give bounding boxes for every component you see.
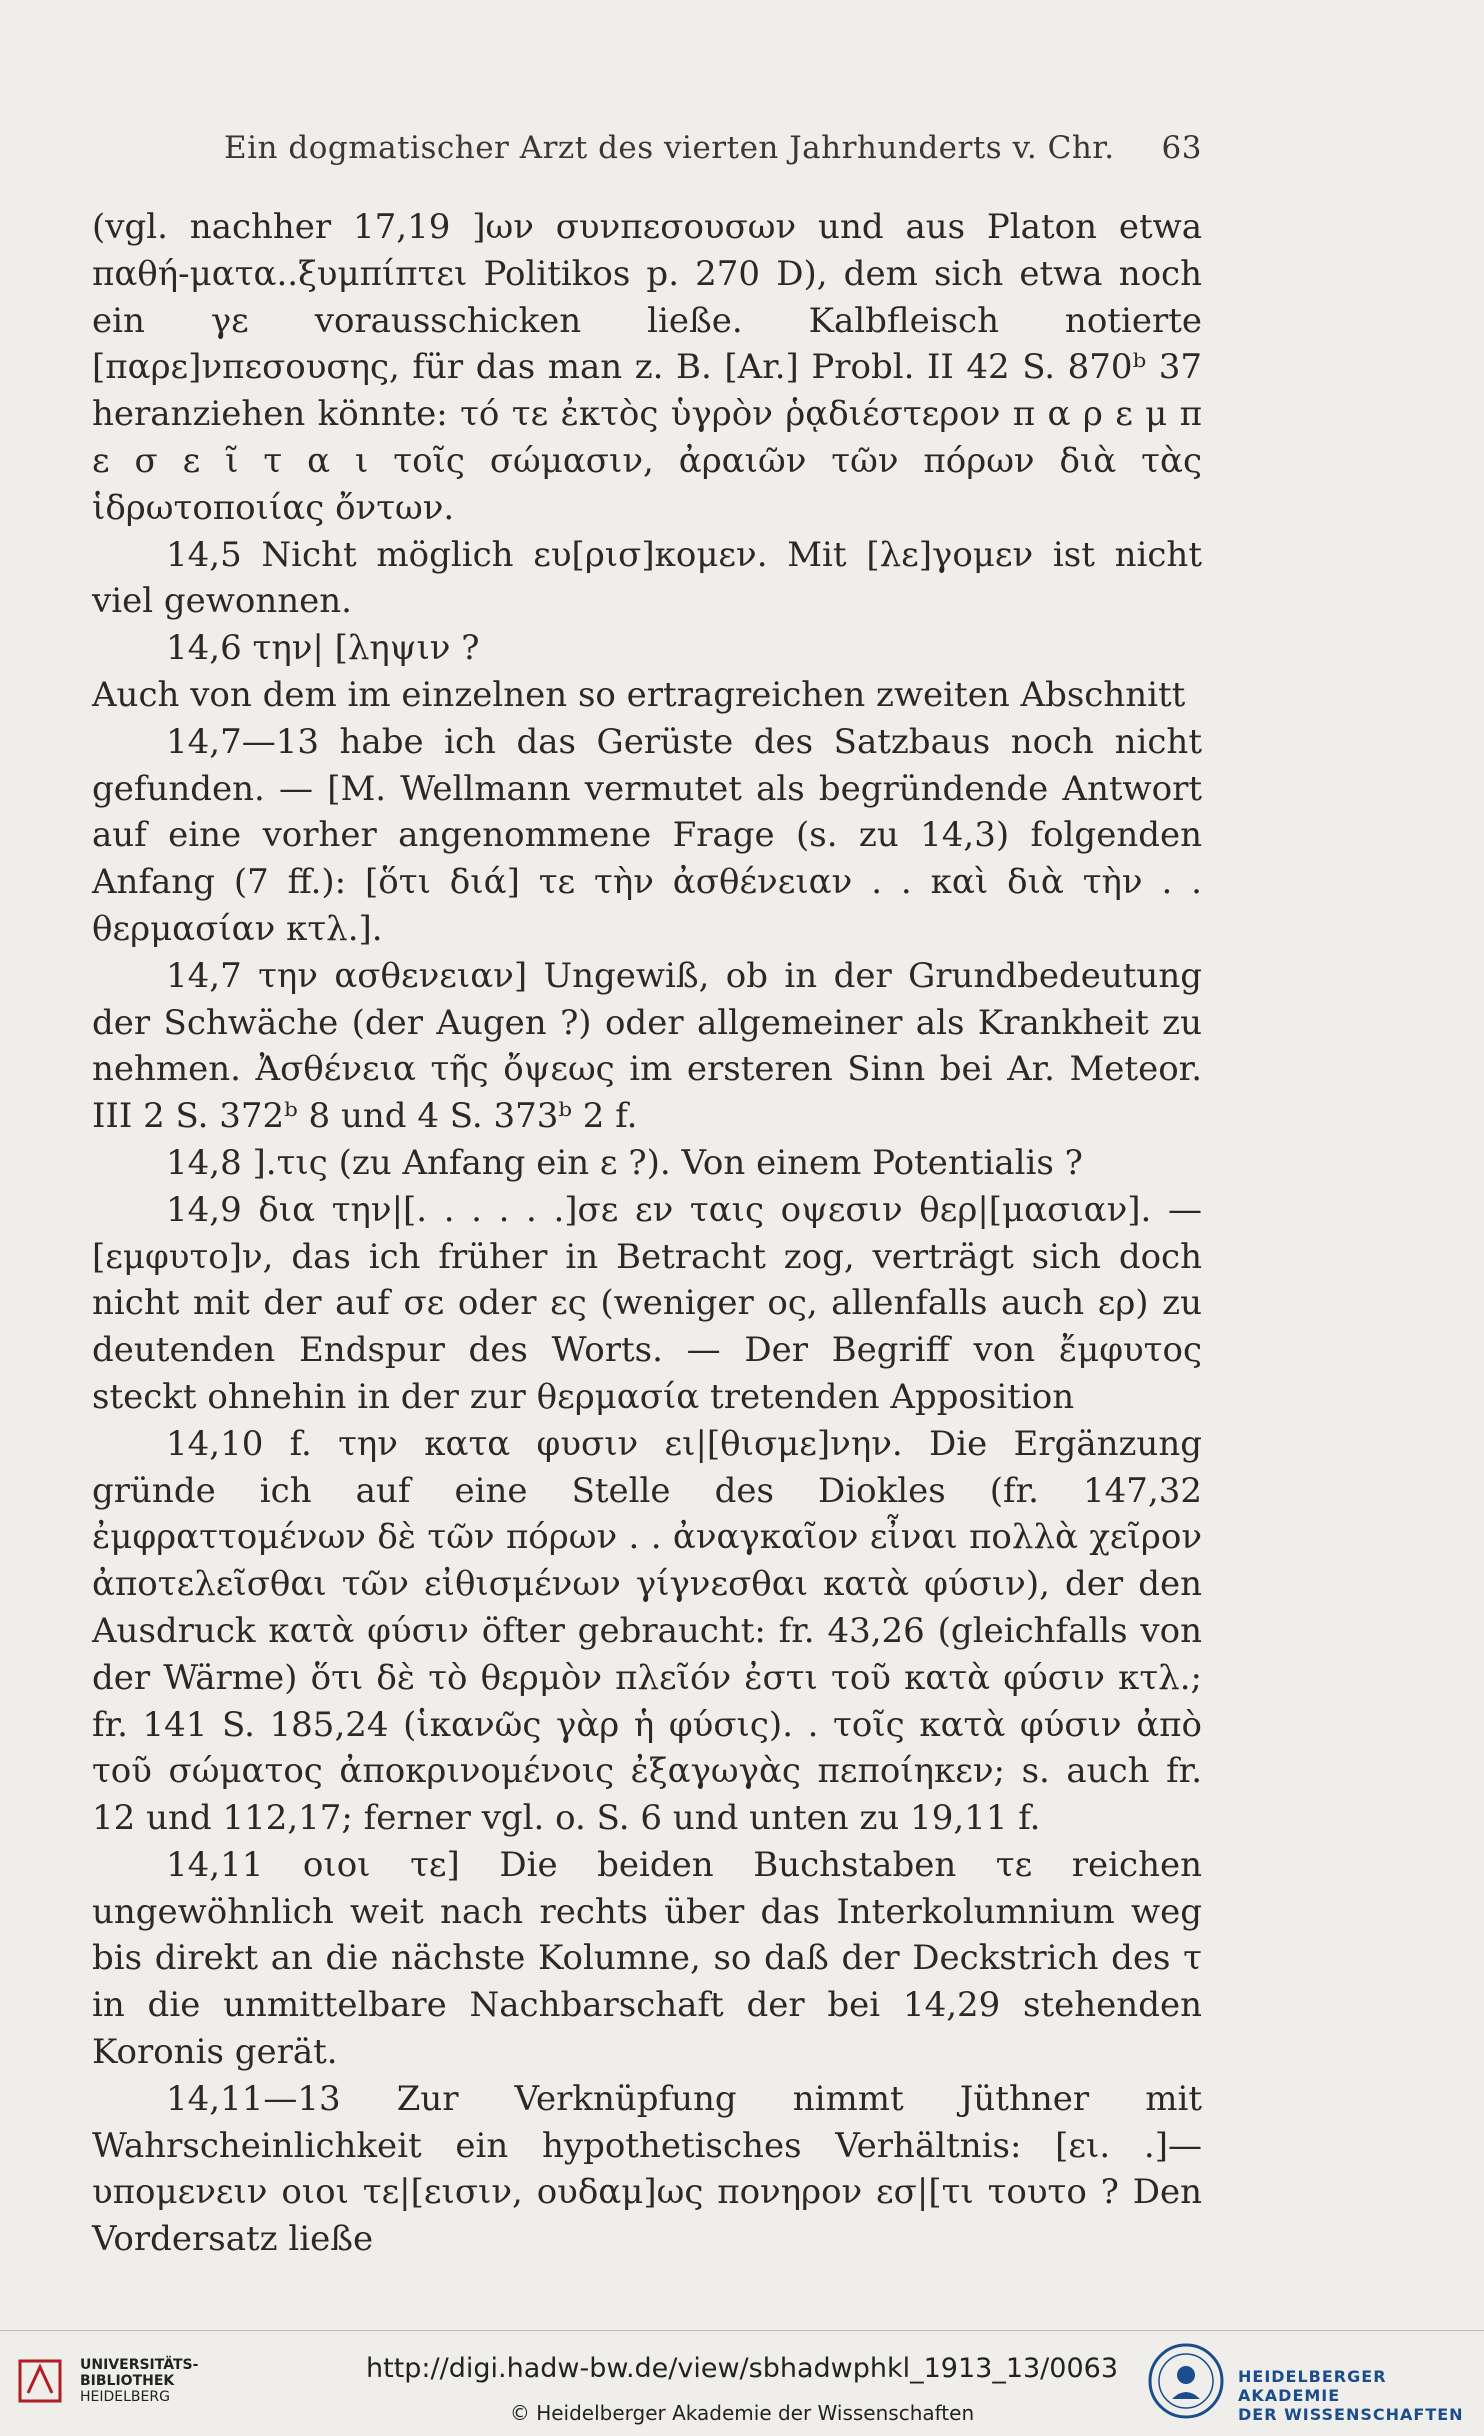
running-header [224, 130, 1202, 166]
academy-seal-icon [1146, 2341, 1226, 2421]
paragraph: 14,8 ].τις (zu Anfang ein ε ?). Von einem Potentialis ? [166, 1142, 1083, 1183]
academy-name [1238, 2367, 1484, 2424]
paragraph: Auch von dem im einzelnen so ertragreichen zweiten Abschnitt [92, 674, 1186, 715]
ub-line-3: HEIDELBERG [80, 2389, 170, 2405]
paragraph: 14,7—13 habe ich das Gerüste des Satzbaus noch nicht gefunden. — [M. Wellmann vermutet als begründende Antwort auf eine vorher angenommene Frage (s. zu 14,3) folgenden Anfang (7 ff.): [ὅτι διά] τε τὴν ἀσθένειαν . . καὶ διὰ τὴν . . θερμασίαν κτλ.]. [92, 721, 1202, 949]
paragraph: 14,11—13 Zur Verknüpfung nimmt Jüthner mit Wahrscheinlichkeit ein hypothetisches Verhältnis: [ει. .]—υπομενειν οιοι τε|[εισιν, ουδαμ]ως πονηρον εσ|[τι τουτο ? Den Vordersatz ließe [92, 2078, 1202, 2260]
paragraph: 14,5 Nicht möglich ευ[ρισ]κομεν. Mit [λε]γομεν ist nicht viel gewonnen. [92, 534, 1202, 622]
page-number: 63 [1161, 130, 1202, 166]
permalink-url[interactable]: http://digi.hadw-bw.de/view/sbhadwphkl_1913_13/0063 [366, 2353, 1118, 2384]
hak-line-1: HEIDELBERGER AKADEMIE [1238, 2367, 1387, 2405]
paragraph: 14,6 την| [ληψιν ? [166, 628, 480, 669]
hak-line-2: DER WISSENSCHAFTEN [1238, 2405, 1464, 2424]
copyright-notice: © Heidelberger Akademie der Wissenschaften [509, 2401, 975, 2425]
page [92, 130, 1202, 2263]
ub-line-2: BIBLIOTHEK [80, 2373, 175, 2389]
body-text [92, 204, 1202, 2263]
paragraph: 14,9 δια την|[. . . . . .]σε εν ταις οψεσιν θερ|[μασιαν]. — [εμφυτο]ν, das ich früher in Betracht zog, verträgt sich doch nicht mit der auf σε oder ες (weniger ος, allenfalls auch ερ) zu deutenden Endspur des Worts. — Der Begriff von ἔμφυτος steckt ohnehin in der zur θερμασία tretenden Apposition [92, 1189, 1202, 1417]
paragraph: 14,7 την ασθενειαν] Ungewiß, ob in der Grundbedeutung der Schwäche (der Augen ?) oder allgemeiner als Krankheit zu nehmen. Ἀσθένεια τῆς ὄψεως im ersteren Sinn bei Ar. Meteor. III 2 S. 372ᵇ 8 und 4 S. 373ᵇ 2 f. [92, 955, 1202, 1137]
footer [0, 2330, 1484, 2436]
paragraph: (vgl. nachher 17,19 ]ων συνπεσουσων und aus Platon etwa παθή-ματα..ξυμπίπτει Politikos p. 270 D), dem sich etwa noch ein γε vorausschicken ließe. Kalbfleisch notierte [παρε]νπεσουσης, für das man z. B. [Ar.] Probl. II 42 S. 870ᵇ 37 heranziehen könnte: τό τε ἐκτὸς ὑγρὸν ῥᾳδιέστερον π α ρ ε μ π ε σ ε ῖ τ α ι τοῖς σώμασιν, ἀραιῶν τῶν πόρων διὰ τὰς ἱδρωτοποιίας ὄντων. [92, 207, 1202, 528]
paragraph: 14,11 οιοι τε] Die beiden Buchstaben τε reichen ungewöhnlich weit nach rechts über das Interkolumnium weg bis direkt an die nächste Kolumne, so daß der Deckstrich des τ in die unmittelbare Nachbarschaft der bei 14,29 stehenden Koronis gerät. [92, 1844, 1202, 2073]
running-title: Ein dogmatischer Arzt des vierten Jahrhunderts v. Chr. [224, 130, 1115, 166]
ub-line-1: UNIVERSITÄTS- [80, 2357, 199, 2373]
paragraph: 14,10 f. την κατα φυσιν ει|[θισμε]νην. Die Ergänzung gründe ich auf eine Stelle des Diokles (fr. 147,32 ἐμφραττομένων δὲ τῶν πόρων . . ἀναγκαῖον εἶναι πολλὰ χεῖρον ἀποτελεῖσθαι τῶν εἰθισμένων γίγνεσθαι κατὰ φύσιν), der den Ausdruck κατὰ φύσιν öfter gebraucht: fr. 43,26 (gleichfalls von der Wärme) ὅτι δὲ τὸ θερμὸν πλεῖόν ἐστι τοῦ κατὰ φύσιν κτλ.; fr. 141 S. 185,24 (ἱκανῶς γὰρ ἡ φύσις). . τοῖς κατὰ φύσιν ἀπὸ τοῦ σώματος ἀποκρινομένοις ἐξαγωγὰς πεποίηκεν; s. auch fr. 12 und 112,17; ferner vgl. o. S. 6 und unten zu 19,11 f. [92, 1423, 1202, 1839]
